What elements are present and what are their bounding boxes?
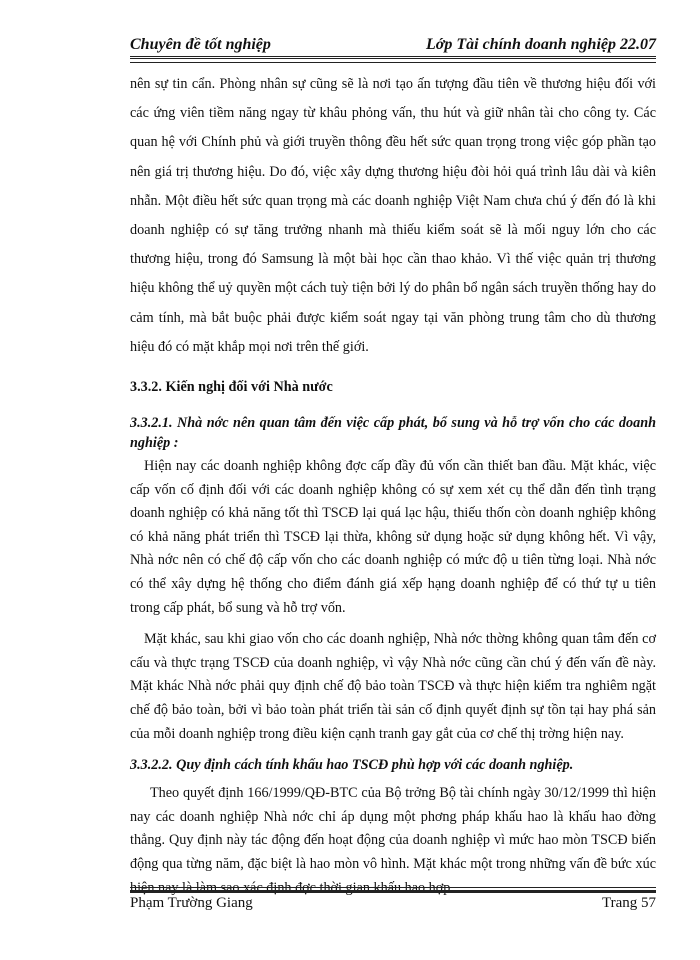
page-body	[130, 70, 656, 900]
body-paragraph: Hiện nay các doanh nghiệp không đợc cấp đầy đủ vốn cần thiết ban đầu. Mặt khác, việc cấp vốn cố định đối với các doanh nghiệp không có sự xem xét cụ thể dẫn đến tình trạng doanh nghiệp có khả năng tốt thì TSCĐ lại quá lạc hậu, thiếu thốn còn doanh nghiệp không có khả năng phát triển thì TSCĐ lại thừa, không sử dụng hoặc sử dụng không hết. Vì vậy, Nhà nớc nên có chế độ cấp vốn cho các doanh nghiệp có mức độ u tiên từng loại. Nhà nớc có thể xây dựng hệ thống cho điểm đánh giá xếp hạng doanh nghiệp để có thứ tự u tiên trong cấp phát, bổ sung và hỗ trợ vốn.	[130, 458, 656, 616]
body-paragraph: Theo quyết định 166/1999/QĐ-BTC của Bộ trởng Bộ tài chính ngày 30/12/1999 thì hiện nay các doanh nghiệp Nhà nớc chỉ áp dụng một phơng pháp khấu hao là khấu hao đờng thẳng. Quy định này tác động đến hoạt động của doanh nghiệp vì mức hao mòn TSCĐ biến động qua từng năm, đặc biệt là hao mòn vô hình. Mặt khác một trong những vấn đề bức xúc hiện nay là làm sao xác định đợc thời gian khấu hao hợp	[130, 785, 656, 896]
page-number: Trang 57	[601, 895, 656, 911]
footer-rule	[130, 887, 656, 888]
page-footer	[130, 895, 656, 912]
header-class-name: Lớp Tài chính doanh nghiệp 22.07	[426, 36, 656, 53]
footer-author: Phạm Trường Giang	[130, 895, 253, 911]
subsection-heading: 3.3.2.1. Nhà nớc nên quan tâm đến việc cấp phát, bổ sung và hỗ trợ vốn cho các doanh nghiệp :	[130, 415, 656, 452]
page-header	[130, 36, 656, 54]
header-rule	[130, 56, 656, 61]
header-document-title: Chuyên đề tốt nghiệp	[130, 36, 271, 53]
body-paragraph: Mặt khác, sau khi giao vốn cho các doanh nghiệp, Nhà nớc thờng không quan tâm đến cơ cấu và thực trạng TSCĐ của doanh nghiệp, vì vậy Nhà nớc cũng cần chú ý đến vấn đề này. Mặt khác Nhà nớc phải quy định chế độ bảo toàn TSCĐ và thực hiện kiểm tra nghiêm ngặt chế độ bảo toàn, bởi vì bảo toàn phát triển tài sản cố định quyết định sự tồn tại hay phá sản của mỗi doanh nghiệp trong điều kiện cạnh tranh gay gắt của cơ chế thị trờng hiện nay.	[130, 631, 656, 742]
section-heading: 3.3.2. Kiến nghị đối với Nhà nước	[130, 379, 333, 396]
subsection-heading: 3.3.2.2. Quy định cách tính khấu hao TSCĐ phù hợp với các doanh nghiệp.	[130, 757, 574, 774]
body-paragraph: nên sự tin cẩn. Phòng nhân sự cũng sẽ là nơi tạo ấn tượng đầu tiên về thương hiệu đối với các ứng viên tiềm năng ngay từ khâu phỏng vấn, thu hút và giữ nhân tài cho công ty. Các quan hệ với Chính phủ và giới truyền thông đều hết sức quan trọng trong việc góp phần tạo nên giá trị thương hiệu. Do đó, việc xây dựng thương hiệu đòi hỏi quá trình lâu dài và kiên nhẫn. Một điều hết sức quan trọng mà các doanh nghiệp Việt Nam chưa chú ý đến đó là khi doanh nghiệp có sự tăng trưởng nhanh mà thiếu kiểm soát sẽ là mối nguy lớn cho các thương hiệu, trong đó Samsung là một bài học cần thao khảo. Vì thế việc quản trị thương hiệu không thể uỷ quyền một cách tuỳ tiện bởi lý do phân bổ ngân sách truyền thống hay do cảm tính, mà bắt buộc phải được kiểm soát ngay tại văn phòng trung tâm cho dù thương hiệu đó có mặt khắp mọi nơi trên thế giới.	[130, 76, 656, 355]
